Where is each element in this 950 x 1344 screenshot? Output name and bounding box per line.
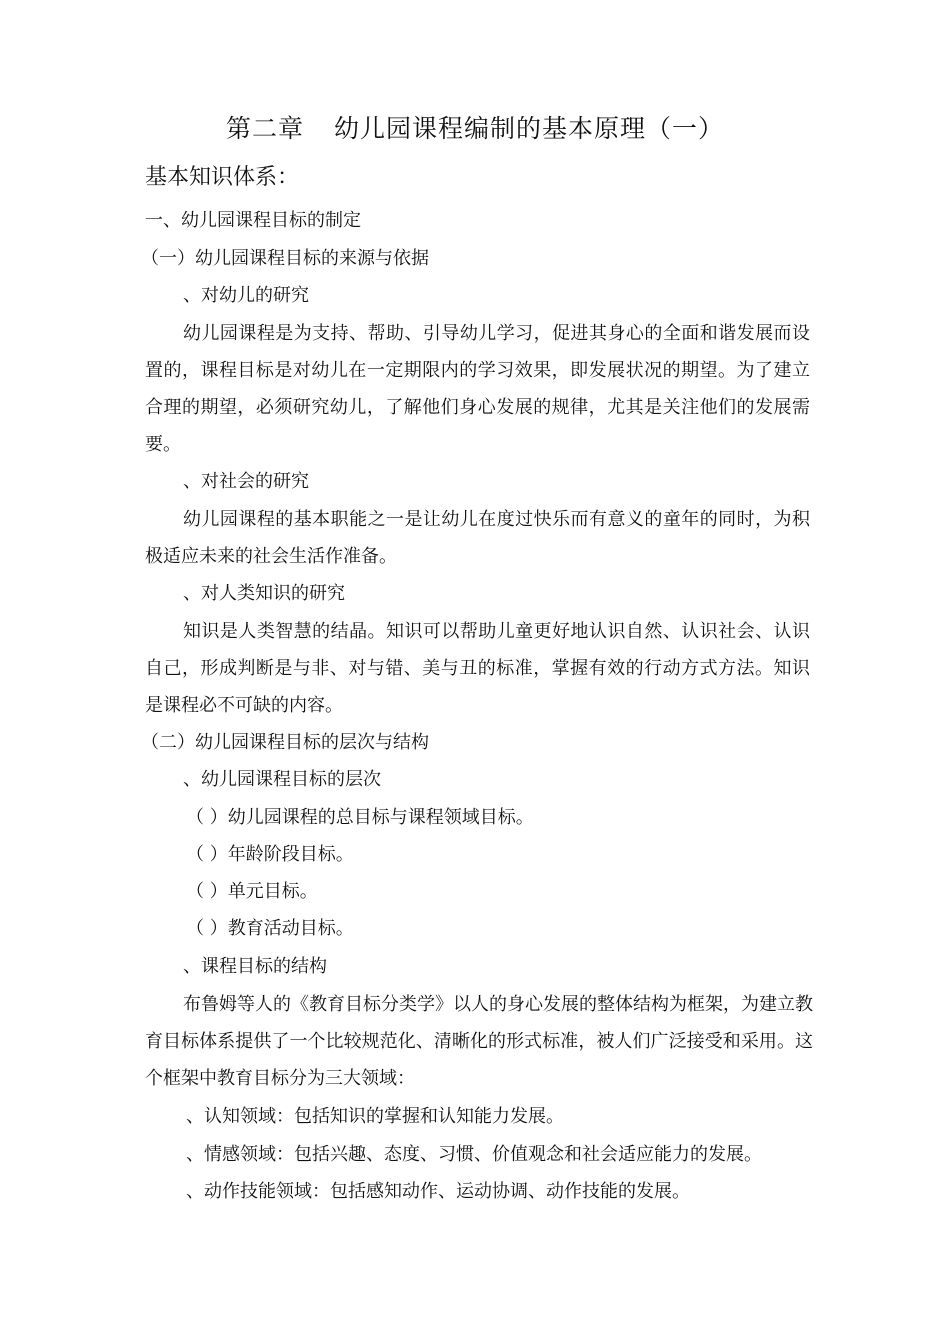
level-unit-goal: （ ）单元目标。: [186, 881, 318, 902]
level-activity-goal: （ ）教育活动目标。: [186, 918, 354, 939]
domain-motor: 、动作技能领域：包括感知动作、运动协调、动作技能的发展。: [186, 1181, 690, 1202]
item-child-research: 、对幼儿的研究: [183, 285, 309, 306]
chapter-title: [0, 109, 950, 145]
level-age-goal: （ ）年龄阶段目标。: [186, 844, 354, 865]
domain-affective: 、情感领域：包括兴趣、态度、习惯、价值观念和社会适应能力的发展。: [186, 1144, 762, 1165]
section-subtitle: 基本知识体系：: [145, 165, 300, 190]
item-society-research: 、对社会的研究: [183, 471, 309, 492]
heading-goal-sources: （一）幼儿园课程目标的来源与依据: [141, 248, 429, 269]
level-overall-goal: （ ）幼儿园课程的总目标与课程领域目标。: [186, 807, 534, 828]
domain-cognitive: 、认知领域：包括知识的掌握和认知能力发展。: [186, 1106, 564, 1127]
heading-goal-levels-structure: （二）幼儿园课程目标的层次与结构: [141, 732, 429, 753]
paragraph-knowledge-research: 知识是人类智慧的结晶。知识可以帮助儿童更好地认识自然、认识社会、认识自己，形成判断是与非、对与错、美与丑的标准，掌握有效的行动方式方法。知识是课程必不可缺的内容。: [145, 621, 810, 716]
item-goal-structure: 、课程目标的结构: [183, 956, 327, 977]
paragraph-goal-structure: 布鲁姆等人的《教育目标分类学》以人的身心发展的整体结构为框架，为建立教育目标体系提供了一个比较规范化、清晰化的形式标准，被人们广泛接受和采用。这个框架中教育目标分为三大领域：: [145, 994, 813, 1089]
chapter-number: 第二章: [225, 114, 304, 143]
paragraph-child-research: 幼儿园课程是为支持、帮助、引导幼儿学习，促进其身心的全面和谐发展而设置的，课程目标是对幼儿在一定期限内的学习效果，即发展状况的期望。为了建立合理的期望，必须研究幼儿，了解他们身心发展的规律，尤其是关注他们的发展需要。: [145, 323, 810, 455]
item-goal-levels: 、幼儿园课程目标的层次: [183, 769, 381, 790]
chapter-name: 幼儿园课程编制的基本原理（一）: [334, 114, 725, 143]
paragraph-society-research: 幼儿园课程的基本职能之一是让幼儿在度过快乐而有意义的童年的同时，为积极适应未来的社会生活作准备。: [145, 509, 810, 567]
item-knowledge-research: 、对人类知识的研究: [183, 583, 345, 604]
heading-goal-setting: 一、幼儿园课程目标的制定: [145, 210, 361, 231]
